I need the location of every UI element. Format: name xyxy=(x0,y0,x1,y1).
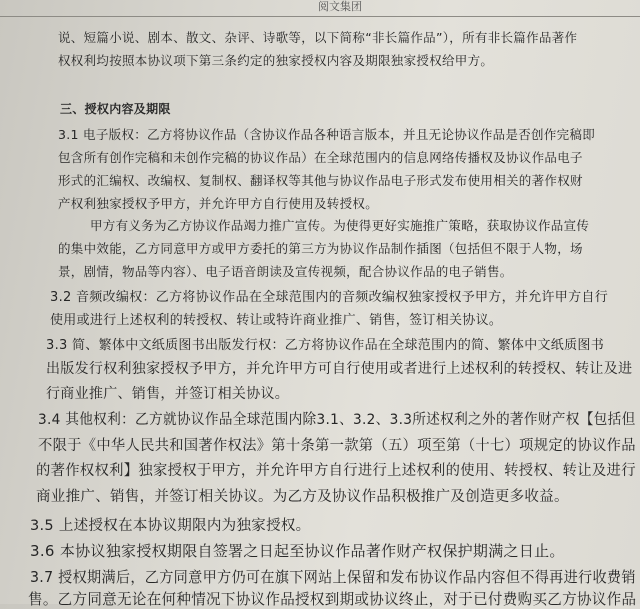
body-line: 商业推广、销售，并签订相关协议。为乙方及协议作品积极推广及创造更多收益。 xyxy=(36,489,569,505)
body-line: 景，剧情，物品等内容）、电子语音朗读及宣传视频，配合协议作品的电子销售。 xyxy=(58,264,513,279)
body-line: 形式的汇编权、改编权、复制权、翻译权等其他与协议作品电子形式发布使用相关的著作权财 xyxy=(58,173,583,188)
body-line: 包含所有创作完稿和未创作完稿的协议作品）在全球范围内的信息网络传播权及协议作品电子 xyxy=(58,150,583,165)
body-line: 3.5 上述授权在本协议期限内为独家授权。 xyxy=(30,518,311,534)
body-line: 3.2 音频改编权：乙方将协议作品在全球范围内的音频改编权独家授权予甲方，并允许甲方自行 xyxy=(50,290,609,305)
body-line: 3.7 授权期满后，乙方同意甲方仍可在旗下网站上保留和发布协议作品内容但不得再进行收费销 xyxy=(30,568,636,586)
body-line: 3.6 本协议独家授权期限自签署之日起至协议作品著作财产权保护期满之日止。 xyxy=(30,542,565,560)
body-line: 3.1 电子版权：乙方将协议作品（含协议作品各种语言版本，并且无论协议作品是否创作完稿即 xyxy=(58,127,596,142)
section-heading: 三、授权内容及期限 xyxy=(60,102,171,116)
body-line: 甲方有义务为乙方协议作品竭力推广宣传。为使得更好实施推广策略，获取协议作品宣传 xyxy=(90,218,590,233)
body-line: 售。乙方同意无论在何种情况下协议作品授权到期或协议终止，对于已付费购买乙方协议作品 xyxy=(28,590,637,608)
body-line: 不限于《中华人民共和国著作权法》第十条第一款第（五）项至第（十七）项规定的协议作品 xyxy=(38,438,636,454)
body-line: 说、短篇小说、剧本、散文、杂评、诗歌等，以下简称“非长篇作品”），所有非长篇作品著作 xyxy=(58,30,578,45)
body-line: 行商业推广、销售，并签订相关协议。 xyxy=(46,386,290,402)
body-line: 使用或进行上述权利的转授权、转让或特许商业推广、销售，签订相关协议。 xyxy=(50,313,503,328)
body-line: 3.4 其他权利：乙方就协议作品全球范围内除3.1、3.2、3.3所述权利之外的著作财产权【包括但 xyxy=(38,412,636,428)
body-line: 权权利均按照本协议项下第三条约定的独家授权内容及期限独家授权给甲方。 xyxy=(58,53,494,68)
page-header xyxy=(0,0,640,17)
header-company: 阅文集团 xyxy=(318,0,362,13)
body-line: 的集中效能，乙方同意甲方或甲方委托的第三方为协议作品制作插图（包括但不限于人物，场 xyxy=(58,241,583,256)
body-line: 产权利独家授权予甲方，并允许甲方自行使用及转授权。 xyxy=(58,196,379,211)
body-line: 的著作权权利】独家授权于甲方，并允许甲方自行进行上述权利的使用、转授权、转让及进行 xyxy=(36,463,636,479)
body-line: 出版发行权利独家授权予甲方，并允许甲方可自行使用或者进行上述权利的转授权、转让及进 xyxy=(46,361,633,377)
body-line: 3.3 简、繁体中文纸质图书出版发行权：乙方将协议作品在全球范围内的简、繁体中文纸质图书 xyxy=(46,338,605,353)
